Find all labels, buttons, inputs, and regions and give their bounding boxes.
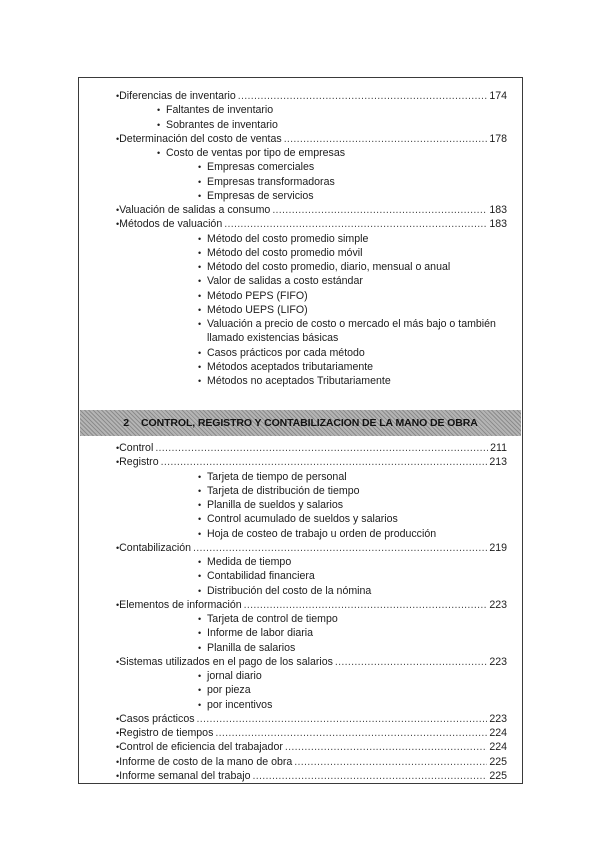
toc-entry-text: Costo de ventas por tipo de empresas <box>166 147 346 159</box>
toc-entry <box>198 613 338 626</box>
toc-entry-text: Informe semanal del trabajo <box>119 769 251 782</box>
bullet-icon: • <box>198 319 202 329</box>
toc-entry-text: Registro de tiempos <box>119 727 214 739</box>
toc-page-number: 213 <box>489 456 507 469</box>
toc-entry-text: Control acumulado de sueldos y salarios <box>207 513 398 526</box>
toc-entry-text: Métodos aceptados tributariamente <box>207 360 374 373</box>
bullet-icon: • <box>198 557 202 567</box>
toc-page-number: 178 <box>489 132 507 145</box>
toc-entry-text: Diferencias de inventario <box>119 90 236 102</box>
toc-entry-text: Método del costo promedio móvil <box>207 246 363 259</box>
toc-entry <box>198 304 308 317</box>
toc-entry <box>198 699 272 712</box>
toc-entry-text: Elementos de información <box>119 598 242 611</box>
bullet-icon: • <box>116 713 120 724</box>
toc-entry-text: Métodos no aceptados Tributariamente <box>207 375 391 387</box>
dot-leader <box>244 599 488 612</box>
toc-page-number: 224 <box>489 741 507 754</box>
dot-leader <box>285 741 487 754</box>
toc-entry <box>116 770 507 783</box>
toc-entry-text: Tarjeta de distribución de tiempo <box>207 484 360 497</box>
bullet-icon: • <box>116 219 120 230</box>
toc-entry <box>198 570 315 583</box>
dot-leader <box>284 133 488 146</box>
toc-entry <box>198 499 343 512</box>
bullet-icon: • <box>198 585 202 596</box>
toc-entry <box>198 247 362 260</box>
bullet-icon: • <box>198 233 202 244</box>
toc-entry-text: llamado existencias básicas <box>207 332 339 345</box>
toc-entry-text: Determinación del costo de ventas <box>119 132 282 145</box>
toc-entry-text: por incentivos <box>207 698 273 711</box>
dot-leader <box>252 770 487 783</box>
bullet-icon: • <box>116 728 120 738</box>
toc-entry-text: Tarjeta de tiempo de personal <box>207 470 347 483</box>
toc-entry-text: Método del costo promedio simple <box>207 232 369 245</box>
bullet-icon: • <box>198 571 202 582</box>
bullet-icon: • <box>116 205 120 215</box>
bullet-icon: • <box>157 119 161 130</box>
toc-entry <box>198 642 295 655</box>
toc-entry-text: por pieza <box>207 684 251 697</box>
chapter-number: 2 <box>123 417 130 429</box>
bullet-icon: • <box>198 361 202 372</box>
toc-entry <box>157 104 273 117</box>
bullet-icon: • <box>116 457 120 468</box>
toc-entry <box>116 204 507 217</box>
bullet-icon: • <box>157 148 161 158</box>
toc-entry-text: Informe de labor diaria <box>207 627 313 640</box>
toc-page-number: 224 <box>489 727 507 739</box>
toc-entry <box>207 332 338 345</box>
toc-entry <box>116 599 507 612</box>
toc-entry-text: Planilla de sueldos y salarios <box>207 499 344 511</box>
toc-entry <box>116 713 507 726</box>
toc-entry <box>116 727 507 740</box>
bullet-icon: • <box>116 599 120 610</box>
bullet-icon: • <box>116 91 120 101</box>
toc-entry <box>116 218 507 231</box>
toc-page-number: 225 <box>489 769 507 782</box>
toc-entry <box>198 471 347 484</box>
toc-entry <box>198 556 291 569</box>
bullet-icon: • <box>116 742 120 753</box>
bullet-icon: • <box>198 514 202 525</box>
toc-entry-text: Empresas de servicios <box>207 189 314 202</box>
bullet-icon: • <box>198 614 202 624</box>
toc-page-number: 183 <box>489 218 507 231</box>
bullet-icon: • <box>198 671 202 681</box>
toc-entry <box>116 756 507 769</box>
bullet-icon: • <box>198 262 202 272</box>
toc-page-number: 219 <box>489 541 507 554</box>
toc-entry-text: Método PEPS (FIFO) <box>207 289 308 302</box>
chapter-title: CONTROL, REGISTRO Y CONTABILIZACION DE LA MANO DE OBRA <box>141 417 478 429</box>
toc-entry-text: Medida de tiempo <box>207 556 292 568</box>
toc-entry <box>198 176 335 189</box>
dot-leader <box>155 442 488 455</box>
toc-entry-text: jornal diario <box>207 670 262 682</box>
toc-entry <box>116 656 507 669</box>
bullet-icon: • <box>198 485 202 496</box>
toc-entry-text: Sobrantes de inventario <box>166 118 278 131</box>
toc-entry-text: Tarjeta de control de tiempo <box>207 613 338 625</box>
toc-entry-text: Método UEPS (LIFO) <box>207 303 308 316</box>
toc-entry <box>116 542 507 555</box>
toc-entry <box>198 190 314 203</box>
toc-entry <box>116 456 507 469</box>
toc-entry-text: Hoja de costeo de trabajo u orden de producción <box>207 527 437 540</box>
dot-leader <box>215 727 487 740</box>
toc-entry <box>116 133 507 146</box>
toc-entry-text: Informe de costo de la mano de obra <box>119 755 293 768</box>
bullet-icon: • <box>198 471 202 482</box>
toc-entry <box>198 347 365 360</box>
bullet-icon: • <box>198 685 202 696</box>
toc-entry-text: Valuación de salidas a consumo <box>119 204 271 216</box>
toc-entry-text: Empresas transformadoras <box>207 175 335 188</box>
toc-page-number: 223 <box>489 598 507 611</box>
toc-entry-text: Contabilidad financiera <box>207 570 315 583</box>
toc-entry-text: Registro <box>119 456 159 469</box>
toc-entry-text: Contabilización <box>119 541 192 554</box>
toc-entry-text: Control <box>119 442 154 454</box>
bullet-icon: • <box>116 770 120 781</box>
bullet-icon: • <box>198 500 202 510</box>
toc-page-number: 211 <box>490 442 507 454</box>
bullet-icon: • <box>198 162 202 173</box>
bullet-icon: • <box>116 656 120 667</box>
toc-entry-text: Distribución del costo de la nómina <box>207 584 372 597</box>
dot-leader <box>224 218 487 231</box>
toc-entry <box>198 275 363 288</box>
toc-entry <box>198 684 251 697</box>
dot-leader <box>238 90 488 103</box>
toc-entry <box>157 119 278 132</box>
toc-entry-text: Planilla de salarios <box>207 641 296 654</box>
toc-entry-text: Casos prácticos por cada método <box>207 346 365 359</box>
bullet-icon: • <box>198 304 202 315</box>
bullet-icon: • <box>157 105 161 116</box>
bullet-icon: • <box>198 528 202 539</box>
dot-leader <box>335 656 487 669</box>
bullet-icon: • <box>198 642 202 653</box>
toc-entry <box>198 585 371 598</box>
toc-entry <box>157 147 345 160</box>
toc-entry-text: Faltantes de inventario <box>166 104 274 117</box>
bullet-icon: • <box>198 376 202 386</box>
toc-entry <box>198 261 450 274</box>
toc-entry-text: Sistemas utilizados en el pago de los salarios <box>119 655 333 668</box>
toc-entry-text: Método del costo promedio, diario, mensual o anual <box>207 261 451 273</box>
toc-entry <box>198 627 313 640</box>
toc-entry <box>198 318 496 331</box>
toc-entry <box>198 513 398 526</box>
toc-page-number: 223 <box>489 655 507 668</box>
toc-entry <box>198 485 360 498</box>
bullet-icon: • <box>198 699 202 710</box>
bullet-icon: • <box>198 176 202 187</box>
toc-page-number: 225 <box>489 755 507 768</box>
toc-entry <box>198 161 314 174</box>
toc-entry-text: Casos prácticos <box>119 712 195 725</box>
toc-page-number: 174 <box>489 90 507 102</box>
toc-entry <box>198 528 436 541</box>
toc-entry <box>198 290 308 303</box>
bullet-icon: • <box>116 443 120 453</box>
bullet-icon: • <box>198 290 202 301</box>
chapter-banner <box>80 410 521 436</box>
toc-entry-text: Control de eficiencia del trabajador <box>119 741 283 754</box>
dot-leader <box>193 542 487 555</box>
bullet-icon: • <box>198 276 202 287</box>
bullet-icon: • <box>198 190 202 201</box>
toc-entry-text: Valuación a precio de costo o mercado el más bajo o también <box>207 318 496 330</box>
toc-page-number: 183 <box>489 204 507 216</box>
bullet-icon: • <box>116 542 120 553</box>
bullet-icon: • <box>116 133 120 144</box>
dot-leader <box>161 456 488 469</box>
toc-entry <box>198 361 373 374</box>
toc-page-number: 223 <box>489 712 507 725</box>
dot-leader <box>197 713 488 726</box>
toc-entry-text: Valor de salidas a costo estándar <box>207 275 363 288</box>
toc-entry <box>116 741 507 754</box>
toc-entry-text: Métodos de valuación <box>119 218 223 231</box>
bullet-icon: • <box>198 628 202 639</box>
toc-entry <box>116 90 507 103</box>
toc-entry <box>198 670 262 683</box>
bullet-icon: • <box>198 247 202 258</box>
toc-entry <box>116 442 507 455</box>
toc-entry <box>198 233 368 246</box>
dot-leader <box>294 756 487 769</box>
bullet-icon: • <box>198 347 202 358</box>
toc-entry <box>198 375 391 388</box>
dot-leader <box>272 204 487 217</box>
toc-entry-text: Empresas comerciales <box>207 161 315 174</box>
bullet-icon: • <box>116 756 120 767</box>
